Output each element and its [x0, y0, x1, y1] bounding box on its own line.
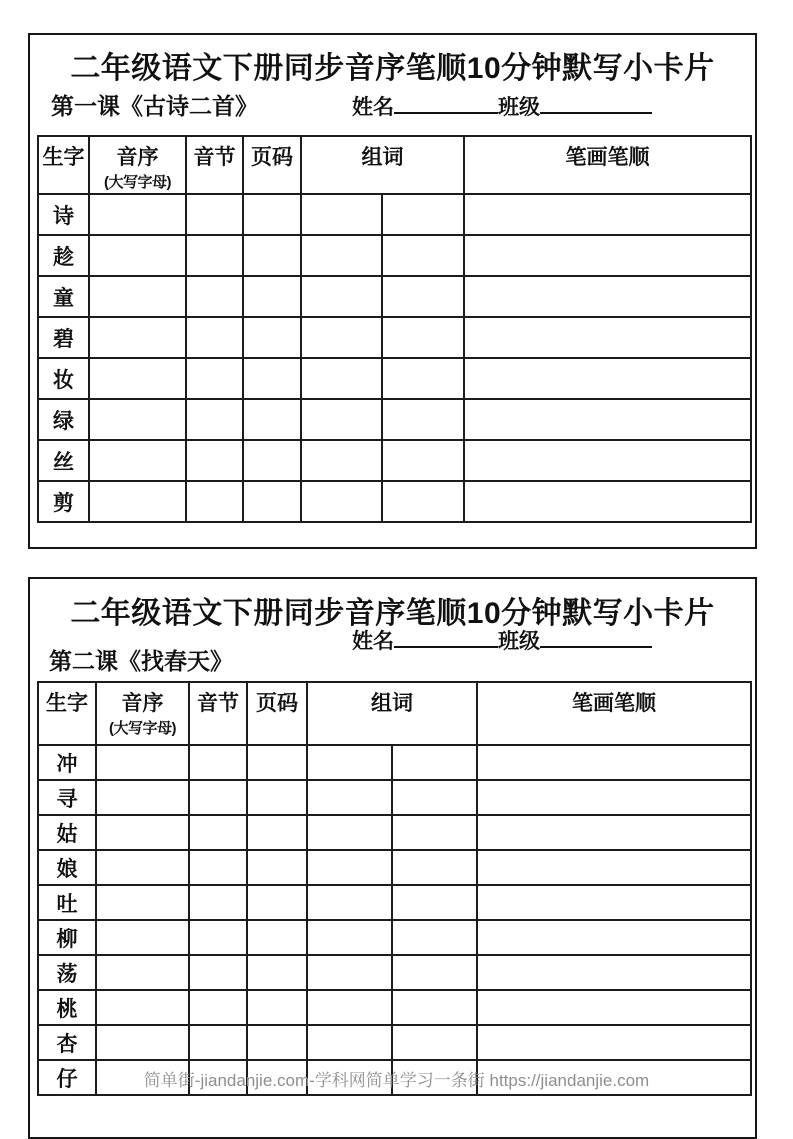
page-cell	[247, 1025, 307, 1060]
strokes-cell	[477, 815, 751, 850]
word-cell	[307, 1025, 392, 1060]
page-cell	[243, 481, 301, 522]
page-cell	[247, 780, 307, 815]
syllable-cell	[186, 440, 243, 481]
strokes-cell	[464, 235, 751, 276]
character-cell: 丝	[38, 440, 89, 481]
character-cell: 荡	[38, 955, 96, 990]
character-cell: 杏	[38, 1025, 96, 1060]
syllable-cell	[186, 235, 243, 276]
character-cell: 绿	[38, 399, 89, 440]
phonetic-cell	[96, 745, 189, 780]
syllable-cell	[189, 780, 247, 815]
character-cell: 冲	[38, 745, 96, 780]
word-cell	[382, 399, 464, 440]
table-row	[38, 358, 751, 399]
syllable-cell	[186, 276, 243, 317]
card-title: 二年级语文下册同步音序笔顺10分钟默写小卡片	[70, 52, 715, 85]
character-cell: 剪	[38, 481, 89, 522]
word-cell	[392, 780, 477, 815]
strokes-cell	[464, 358, 751, 399]
card-lesson-2	[28, 577, 757, 1139]
character-cell: 仔	[38, 1060, 96, 1095]
table-row	[38, 955, 751, 990]
phonetic-cell	[89, 235, 186, 276]
name-label: 姓名	[352, 96, 394, 119]
header-strokes: 笔画笔顺	[464, 136, 751, 194]
word-cell	[392, 955, 477, 990]
word-cell	[307, 780, 392, 815]
page-cell	[243, 276, 301, 317]
table-row	[38, 440, 751, 481]
word-cell	[392, 920, 477, 955]
word-cell	[301, 399, 382, 440]
class-blank-line	[540, 92, 652, 114]
syllable-cell	[189, 815, 247, 850]
table-row	[38, 194, 751, 235]
table-row	[38, 920, 751, 955]
dictation-table-2	[37, 681, 752, 1096]
phonetic-cell	[96, 990, 189, 1025]
lesson-title: 第二课《找春天》	[49, 648, 233, 674]
word-cell	[392, 850, 477, 885]
class-label: 班级	[498, 96, 540, 119]
word-cell	[301, 194, 382, 235]
syllable-cell	[186, 399, 243, 440]
header-syllable: 音节	[189, 682, 247, 745]
page-cell	[247, 1060, 307, 1095]
phonetic-cell	[96, 885, 189, 920]
word-cell	[307, 955, 392, 990]
word-cell	[382, 358, 464, 399]
header-strokes: 笔画笔顺	[477, 682, 751, 745]
phonetic-cell	[89, 481, 186, 522]
phonetic-cell	[89, 276, 186, 317]
strokes-cell	[464, 440, 751, 481]
phonetic-cell	[96, 920, 189, 955]
table-row	[38, 815, 751, 850]
watermark-text: 简单街-jiandanjie.com-学科网简单学习一条街 https://jiandanjie.com	[143, 1071, 650, 1090]
character-cell: 妆	[38, 358, 89, 399]
strokes-cell	[464, 399, 751, 440]
phonetic-cell	[89, 399, 186, 440]
character-cell: 寻	[38, 780, 96, 815]
character-cell: 娘	[38, 850, 96, 885]
strokes-cell	[464, 194, 751, 235]
page-cell	[247, 745, 307, 780]
phonetic-cell	[89, 358, 186, 399]
table-row	[38, 885, 751, 920]
header-phonetic-note: (大写字母)	[104, 174, 171, 192]
syllable-cell	[186, 481, 243, 522]
page-cell	[243, 399, 301, 440]
strokes-cell	[477, 1025, 751, 1060]
character-cell: 童	[38, 276, 89, 317]
phonetic-cell	[89, 194, 186, 235]
word-cell	[307, 815, 392, 850]
table-row	[38, 235, 751, 276]
header-phonetic-label: 音序	[116, 146, 159, 169]
word-cell	[382, 194, 464, 235]
page-cell	[243, 440, 301, 481]
word-cell	[392, 815, 477, 850]
dictation-table-1	[37, 135, 752, 523]
table-row	[38, 1060, 751, 1095]
syllable-cell	[189, 1025, 247, 1060]
strokes-cell	[464, 276, 751, 317]
word-cell	[307, 850, 392, 885]
table-row	[38, 745, 751, 780]
word-cell	[301, 276, 382, 317]
class-label: 班级	[498, 630, 540, 653]
word-cell	[392, 1060, 477, 1095]
header-page: 页码	[247, 682, 307, 745]
phonetic-cell	[89, 317, 186, 358]
page-cell	[247, 955, 307, 990]
page-cell	[243, 235, 301, 276]
syllable-cell	[186, 194, 243, 235]
strokes-cell	[477, 745, 751, 780]
table-header-row	[38, 682, 751, 745]
word-cell	[382, 317, 464, 358]
strokes-cell	[477, 1060, 751, 1095]
header-phonetic-label: 音序	[121, 692, 164, 715]
phonetic-cell	[96, 850, 189, 885]
header-phonetic	[89, 136, 186, 194]
syllable-cell	[189, 850, 247, 885]
strokes-cell	[477, 885, 751, 920]
table-row	[38, 850, 751, 885]
character-cell: 姑	[38, 815, 96, 850]
header-char: 生字	[38, 136, 89, 194]
table-row	[38, 399, 751, 440]
word-cell	[382, 276, 464, 317]
character-cell: 柳	[38, 920, 96, 955]
phonetic-cell	[96, 780, 189, 815]
word-cell	[392, 885, 477, 920]
word-cell	[307, 885, 392, 920]
word-cell	[307, 990, 392, 1025]
strokes-cell	[464, 317, 751, 358]
syllable-cell	[186, 317, 243, 358]
strokes-cell	[477, 955, 751, 990]
lesson-title: 第一课《古诗二首》	[51, 93, 258, 119]
syllable-cell	[189, 920, 247, 955]
word-cell	[301, 317, 382, 358]
table-row	[38, 1025, 751, 1060]
strokes-cell	[477, 920, 751, 955]
card-title: 二年级语文下册同步音序笔顺10分钟默写小卡片	[70, 597, 715, 630]
name-blank-line	[394, 626, 498, 648]
table-row	[38, 990, 751, 1025]
page-cell	[247, 850, 307, 885]
phonetic-cell	[96, 1025, 189, 1060]
name-blank-line	[394, 92, 498, 114]
page-cell	[247, 990, 307, 1025]
word-cell	[382, 235, 464, 276]
syllable-cell	[189, 885, 247, 920]
card-lesson-1	[28, 33, 757, 549]
name-class-line	[352, 91, 652, 121]
strokes-cell	[477, 780, 751, 815]
class-blank-line	[540, 626, 652, 648]
phonetic-cell	[89, 440, 186, 481]
name-label: 姓名	[352, 630, 394, 653]
word-cell	[301, 481, 382, 522]
word-cell	[301, 235, 382, 276]
syllable-cell	[186, 358, 243, 399]
table-row	[38, 276, 751, 317]
word-cell	[392, 990, 477, 1025]
character-cell: 桃	[38, 990, 96, 1025]
page-cell	[243, 358, 301, 399]
word-cell	[392, 1025, 477, 1060]
table-header-row	[38, 136, 751, 194]
table-row	[38, 317, 751, 358]
word-cell	[307, 1060, 392, 1095]
header-syllable: 音节	[186, 136, 243, 194]
strokes-cell	[464, 481, 751, 522]
phonetic-cell	[96, 955, 189, 990]
word-cell	[307, 745, 392, 780]
page-cell	[247, 815, 307, 850]
header-page: 页码	[243, 136, 301, 194]
character-cell: 趁	[38, 235, 89, 276]
phonetic-cell	[96, 815, 189, 850]
word-cell	[382, 481, 464, 522]
header-char: 生字	[38, 682, 96, 745]
word-cell	[382, 440, 464, 481]
syllable-cell	[189, 1060, 247, 1095]
strokes-cell	[477, 990, 751, 1025]
table-row	[38, 780, 751, 815]
page-cell	[247, 885, 307, 920]
strokes-cell	[477, 850, 751, 885]
character-cell: 吐	[38, 885, 96, 920]
word-cell	[301, 358, 382, 399]
table-row	[38, 481, 751, 522]
character-cell: 碧	[38, 317, 89, 358]
syllable-cell	[189, 955, 247, 990]
header-words: 组词	[301, 136, 464, 194]
word-cell	[307, 920, 392, 955]
page-cell	[243, 317, 301, 358]
header-phonetic	[96, 682, 189, 745]
word-cell	[392, 745, 477, 780]
character-cell: 诗	[38, 194, 89, 235]
phonetic-cell	[96, 1060, 189, 1095]
syllable-cell	[189, 745, 247, 780]
name-class-line	[352, 625, 652, 655]
word-cell	[301, 440, 382, 481]
syllable-cell	[189, 990, 247, 1025]
page-cell	[243, 194, 301, 235]
page-cell	[247, 920, 307, 955]
header-words: 组词	[307, 682, 477, 745]
header-phonetic-note: (大写字母)	[109, 720, 176, 738]
